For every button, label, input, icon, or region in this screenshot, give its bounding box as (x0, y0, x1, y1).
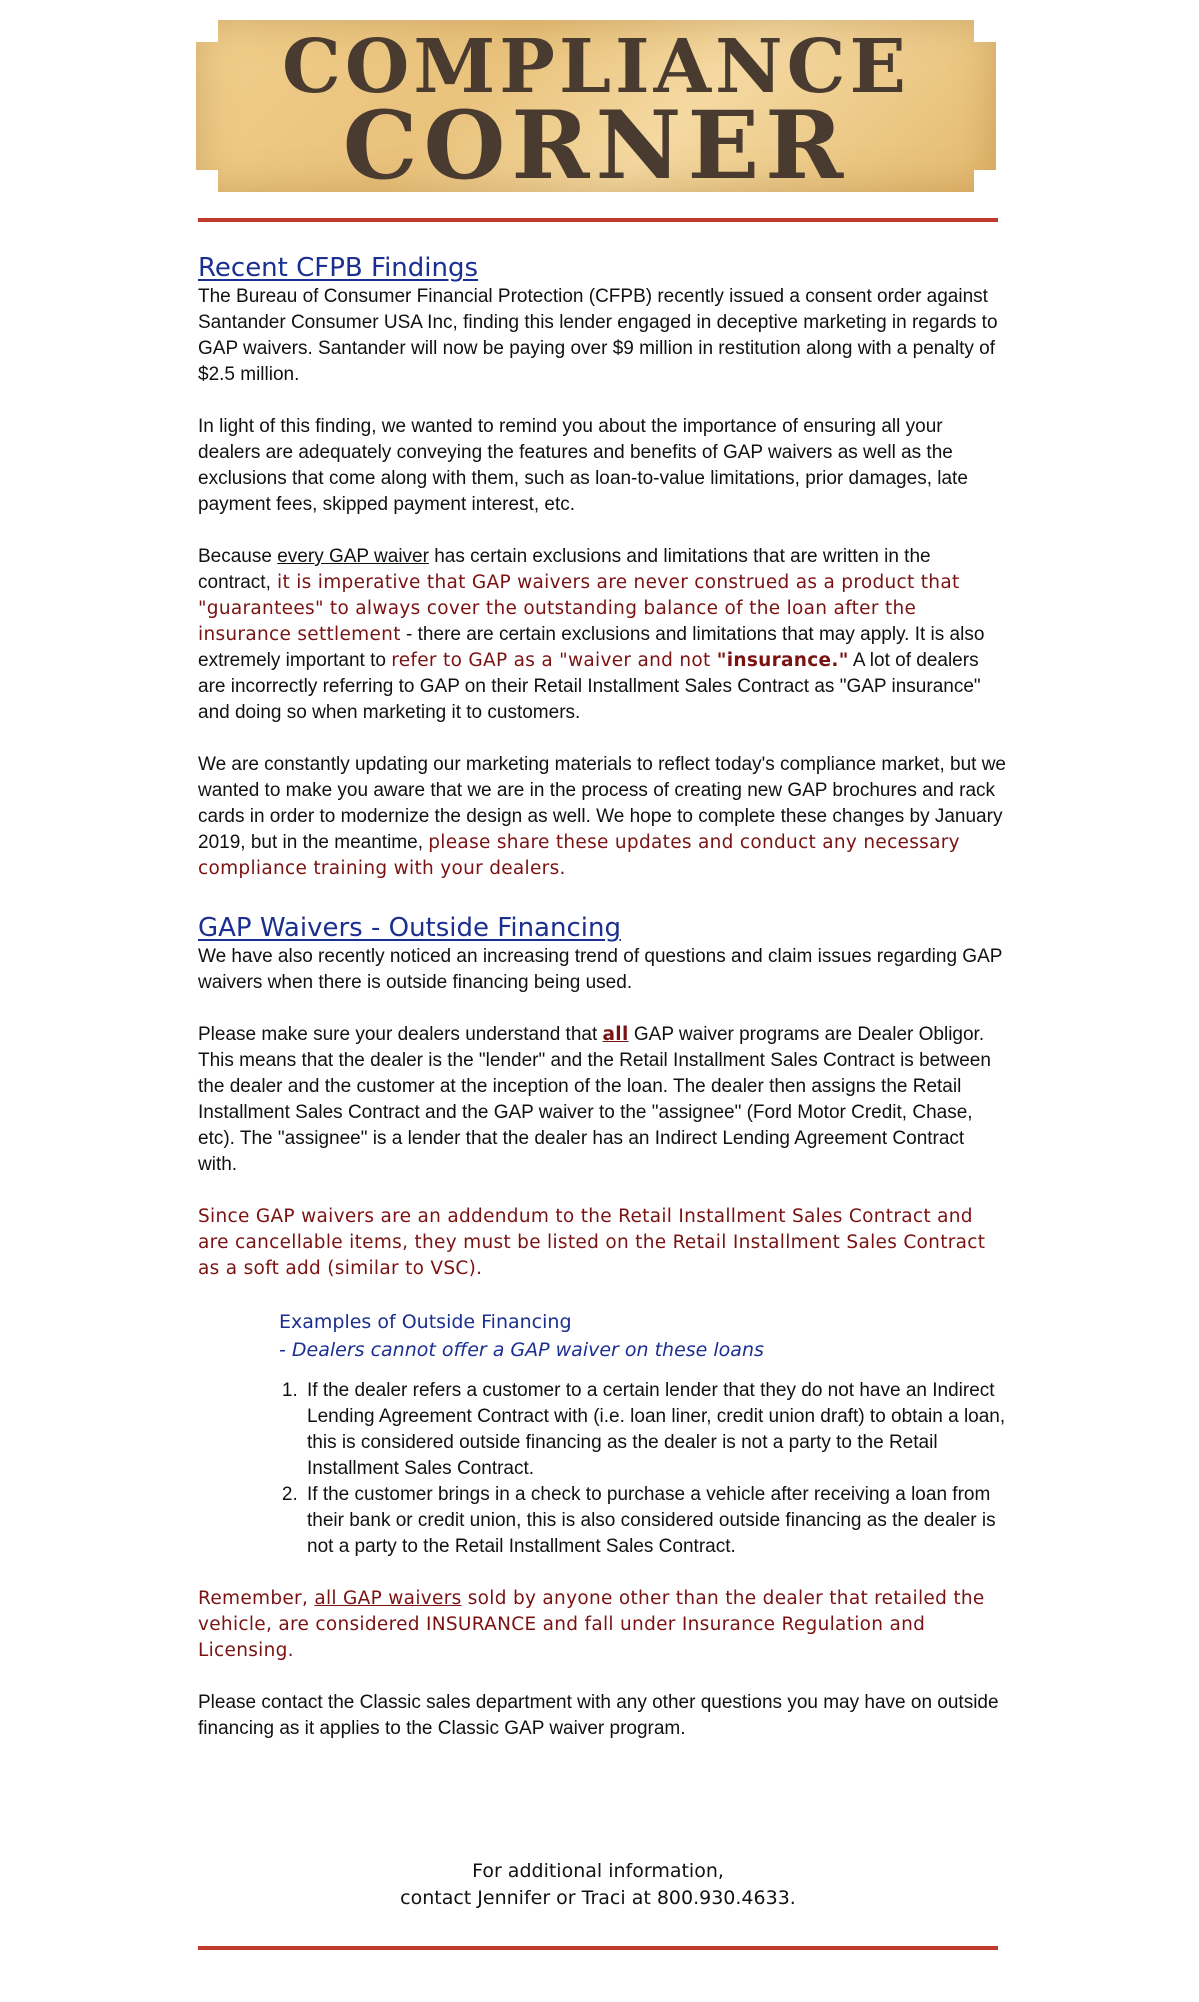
text-run: Please make sure your dealers understand that (198, 1024, 603, 1045)
emphasis-text: sold by anyone other than the dealer that retailed the vehicle, are considered INSURANCE and fall under Insurance Regulation and Licensing. (198, 1588, 985, 1661)
compliance-corner-banner (196, 20, 996, 201)
cfpb-paragraph-2: In light of this finding, we wanted to remind you about the importance of ensuring all your dealers are adequately conveying the features and benefits of GAP waivers as well as the exclusions that come along with them, such as loan-to-value limitations, prior damages, late payment fees, skipped payment interest, etc. (198, 416, 968, 515)
text-run: Because (198, 546, 278, 567)
emphasis-text: it is imperative that GAP waivers are never construed as a product that "guarantees" to always cover the outstanding balance of the loan after the insurance settlement (198, 572, 960, 645)
examples-block (279, 1308, 1006, 1364)
outside-paragraph-4 (198, 1586, 1006, 1664)
text-run: has certain exclusions and limitations that are written in the contract, (198, 546, 931, 593)
outside-paragraph-2 (198, 1022, 1006, 1178)
text-run: - there are certain exclusions and limitations that may apply. It is also extremely important to (198, 624, 985, 671)
cfpb-paragraph-1: The Bureau of Consumer Financial Protection (CFPB) recently issued a consent order against Santander Consumer USA Inc, finding this lender engaged in deceptive marketing in regards to GAP waivers. Santander will now be paying over $9 million in restitution along with a penalty of $2.5 million. (198, 286, 998, 385)
outside-paragraph-1: We have also recently noticed an increasing trend of questions and claim issues regarding GAP waivers when there is outside financing being used. (198, 946, 1003, 993)
contact-line-1: For additional information, (472, 1860, 724, 1882)
article-body (198, 252, 1006, 1768)
examples-list (168, 1378, 1006, 1560)
emphasis-text: Since GAP waivers (198, 1206, 375, 1227)
examples-title: Examples of Outside Financing (279, 1311, 572, 1333)
outside-paragraph-3 (198, 1204, 1006, 1282)
list-item: 1. If the dealer refers a customer to a certain lender that they do not have an Indirect Lending Agreement Contract with (i.e. loan liner, credit union draft) to obtain a loan, this is considered outside financing as the dealer is not a party to the Retail Installment Sales Contract. (303, 1378, 1006, 1482)
cfpb-paragraph-3 (198, 544, 1006, 726)
top-divider (198, 218, 998, 222)
outside-paragraph-5: Please contact the Classic sales department with any other questions you may have on outside financing as it applies to the Classic GAP waiver program. (198, 1692, 999, 1739)
examples-subtitle: - Dealers cannot offer a GAP waiver on these loans (279, 1339, 764, 1361)
emphasis-text: "insurance." (716, 650, 849, 671)
text-run: . (559, 858, 566, 879)
emphasis-text: are an addendum to the Retail Installment Sales Contract and are cancellable items, they must be listed on the Retail Installment Sales Contract as a soft add (similar to VSC). (198, 1206, 986, 1279)
emphasis-text: refer to GAP as a "waiver and not (391, 650, 717, 671)
emphasis-text: Remember, (198, 1588, 315, 1609)
contact-info (198, 1858, 998, 1912)
text-run: We are constantly updating our marketing materials to reflect today's compliance market, but we wanted to make you aware that we are in the process of creating new GAP brochures and rack cards in order to modernize the design as well. We hope to complete these changes by January 2019, but in the meantime, (198, 754, 1006, 853)
contact-line-2: contact Jennifer or Traci at 800.930.4633. (400, 1887, 796, 1909)
emphasis-text: please share these updates and conduct any necessary compliance training with your dealers (198, 832, 960, 879)
text-run: GAP waiver programs are Dealer Obligor. This means that the dealer is the "lender" and the Retail Installment Sales Contract is between the dealer and the customer at the inception of the loan. The dealer then assigns the Retail Installment Sales Contract and the GAP waiver to the "assignee" (Ford Motor Credit, Chase, etc). The "assignee" is a lender that the dealer has an Indirect Lending Agreement Contract with. (198, 1024, 991, 1175)
list-item: 2. If the customer brings in a check to purchase a vehicle after receiving a loan from their bank or credit union, this is also considered outside financing as the dealer is not a party to the Retail Installment Sales Contract. (303, 1482, 1006, 1560)
section-heading-outside-financing: GAP Waivers - Outside Financing (198, 913, 621, 943)
text-run: A lot of dealers are incorrectly referring to GAP on their Retail Installment Sales Contract as "GAP insurance" and doing so when marketing it to customers. (198, 650, 981, 723)
emphasis-text: all GAP waivers (314, 1588, 462, 1609)
section-heading-cfpb: Recent CFPB Findings (198, 253, 479, 283)
underlined-text: every GAP waiver (277, 546, 429, 567)
cfpb-paragraph-4 (198, 752, 1006, 882)
bottom-divider (198, 1946, 998, 1950)
banner-title-line1: COMPLIANCE (282, 24, 910, 110)
banner-title-line2: CORNER (342, 91, 850, 201)
emphasis-text: all (602, 1024, 629, 1045)
